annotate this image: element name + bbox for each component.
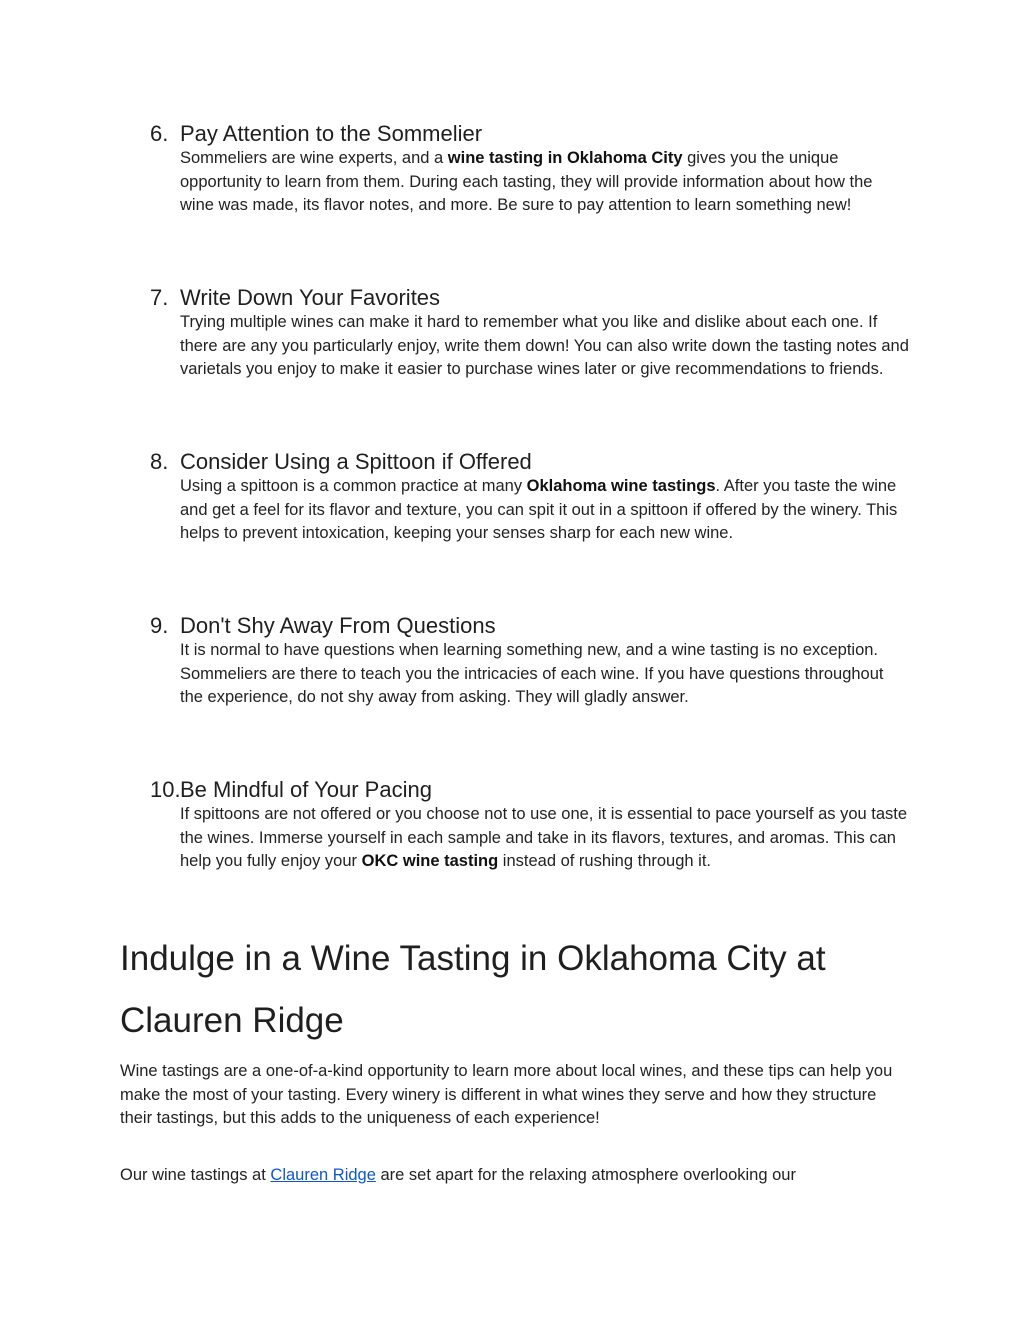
- tip-number: 9.: [150, 613, 169, 638]
- tip-body: [180, 639, 910, 710]
- tip-number: 6.: [150, 121, 169, 146]
- tip-body: [180, 147, 910, 218]
- tip-text: gives you the unique opportunity to learn from them. During each tasting, they will provide information about how the wine was made, its flavor notes, and more. Be sure to pay attention to learn something new!: [180, 149, 873, 214]
- tip-text: It is normal to have questions when learning something new, and a wine tasting is no exception. Sommeliers are there to teach you the intricacies of each wine. If you have questions throughout the experience, do not shy away from asking. They will gladly answer.: [180, 641, 884, 706]
- tip-text: If spittoons are not offered or you choose not to use one, it is essential to pace yourself as you taste the wines. Immerse yourself in each sample and take in its flavors, textures, and aromas. This can help you fully enjoy your: [180, 805, 908, 870]
- tip-keyword: OKC wine tasting: [361, 852, 499, 870]
- paragraph-text: Our wine tastings at: [120, 1166, 271, 1184]
- tip-text: . After you taste the wine and get a feel for its flavor and texture, you can spit it out in a spittoon if offered by the winery. This helps to prevent intoxication, keeping your senses sharp for each new wine.: [180, 477, 898, 542]
- tip-title: Pay Attention to the Sommelier: [180, 121, 483, 146]
- tip-title: Consider Using a Spittoon if Offered: [180, 449, 532, 474]
- tip-number: 7.: [150, 285, 169, 310]
- tip-text: Using a spittoon is a common practice at many: [180, 477, 527, 495]
- list-item: [150, 121, 910, 218]
- paragraph-text: are set apart for the relaxing atmosphere overlooking our: [375, 1166, 796, 1184]
- tip-heading: [150, 449, 910, 475]
- tip-body: [180, 475, 910, 546]
- tip-heading: [150, 285, 910, 311]
- tip-title: Be Mindful of Your Pacing: [180, 777, 432, 802]
- closing-paragraph: [120, 1164, 910, 1188]
- tip-body: [180, 311, 910, 382]
- intro-paragraph: Wine tastings are a one-of-a-kind opportunity to learn more about local wines, and these tips can help you make the most of your tasting. Every winery is different in what wines they serve and how they structure their tastings, but this adds to the uniqueness of each experience!: [120, 1062, 893, 1127]
- tip-text: Trying multiple wines can make it hard to remember what you like and dislike about each one. If there are any you particularly enjoy, write them down! You can also write down the tasting notes and varietals you enjoy to make it easier to purchase wines later or give recommendations to friends.: [180, 313, 909, 378]
- tip-number: 8.: [150, 449, 169, 474]
- tip-heading: [150, 121, 910, 147]
- tip-title: Don't Shy Away From Questions: [180, 613, 496, 638]
- list-item: [150, 777, 910, 874]
- tip-keyword: Oklahoma wine tastings: [526, 477, 716, 495]
- tip-text: Sommeliers are wine experts, and a: [180, 149, 448, 167]
- tip-text: instead of rushing through it.: [498, 852, 712, 870]
- tip-heading: [150, 777, 910, 803]
- clauren-ridge-link[interactable]: Clauren Ridge: [270, 1166, 376, 1184]
- tip-title: Write Down Your Favorites: [180, 285, 441, 310]
- section-heading: Indulge in a Wine Tasting in Oklahoma City at Clauren Ridge: [120, 939, 826, 1040]
- tip-heading: [150, 613, 910, 639]
- list-item: [150, 449, 910, 546]
- tip-keyword: wine tasting in Oklahoma City: [447, 149, 683, 167]
- tip-number: 10.: [150, 777, 181, 802]
- list-item: [150, 285, 910, 382]
- list-item: [150, 613, 910, 710]
- tip-body: [180, 803, 910, 874]
